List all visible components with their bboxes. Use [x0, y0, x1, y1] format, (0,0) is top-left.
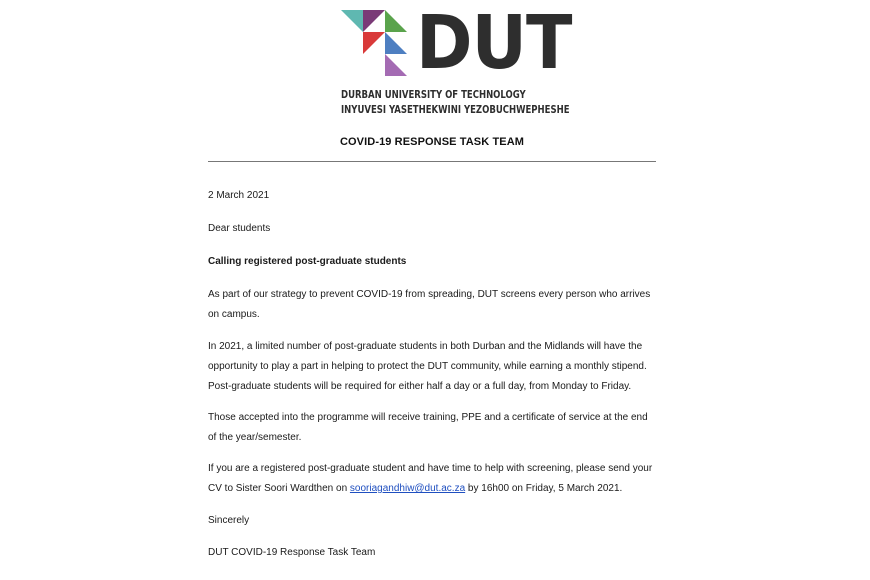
letter-signature: DUT COVID-19 Response Task Team — [208, 547, 376, 558]
letter-paragraph-2: In 2021, a limited number of post-graduate students in both Durban and the Midlands will have the opportunity to play a part in helping to protect the DUT community, while earning a monthly stipend. Post-graduate students will be required for either half a day or a full day, from Monday to Friday. — [208, 341, 647, 392]
dut-logo — [341, 0, 572, 122]
letter-date: 2 March 2021 — [208, 190, 270, 201]
paragraph-4-text-end: by 16h00 on Friday, 5 March 2021. — [465, 483, 623, 494]
dut-triangles-icon — [341, 10, 407, 76]
letter-paragraph-1: As part of our strategy to prevent COVID-19 from spreading, DUT screens every person who arrives on campus. — [208, 289, 651, 320]
logo-name-english: DURBAN UNIVERSITY OF TECHNOLOGY — [341, 88, 526, 101]
letter-paragraph-3: Those accepted into the programme will receive training, PPE and a certificate of service at the end of the year/semester. — [208, 412, 648, 443]
letter-paragraph-4 — [208, 459, 658, 499]
task-team-heading: COVID-19 RESPONSE TASK TEAM — [339, 136, 525, 148]
letter-subject: Calling registered post-graduate students — [208, 256, 407, 267]
letter-closing: Sincerely — [208, 515, 250, 526]
letter-salutation: Dear students — [208, 223, 271, 234]
logo-name-zulu: INYUVESI YASETHEKWINI YEZOBUCHWEPHESHE — [341, 103, 570, 116]
email-link[interactable]: sooriagandhiw@dut.ac.za — [349, 483, 466, 494]
logo-wordmark: DUT — [416, 0, 572, 86]
heading-divider — [208, 161, 656, 162]
paragraph-4-text-start: If you are a registered post-graduate student and have time to help with screening, please send your CV to Sister Soori Wardthen on — [208, 463, 653, 494]
